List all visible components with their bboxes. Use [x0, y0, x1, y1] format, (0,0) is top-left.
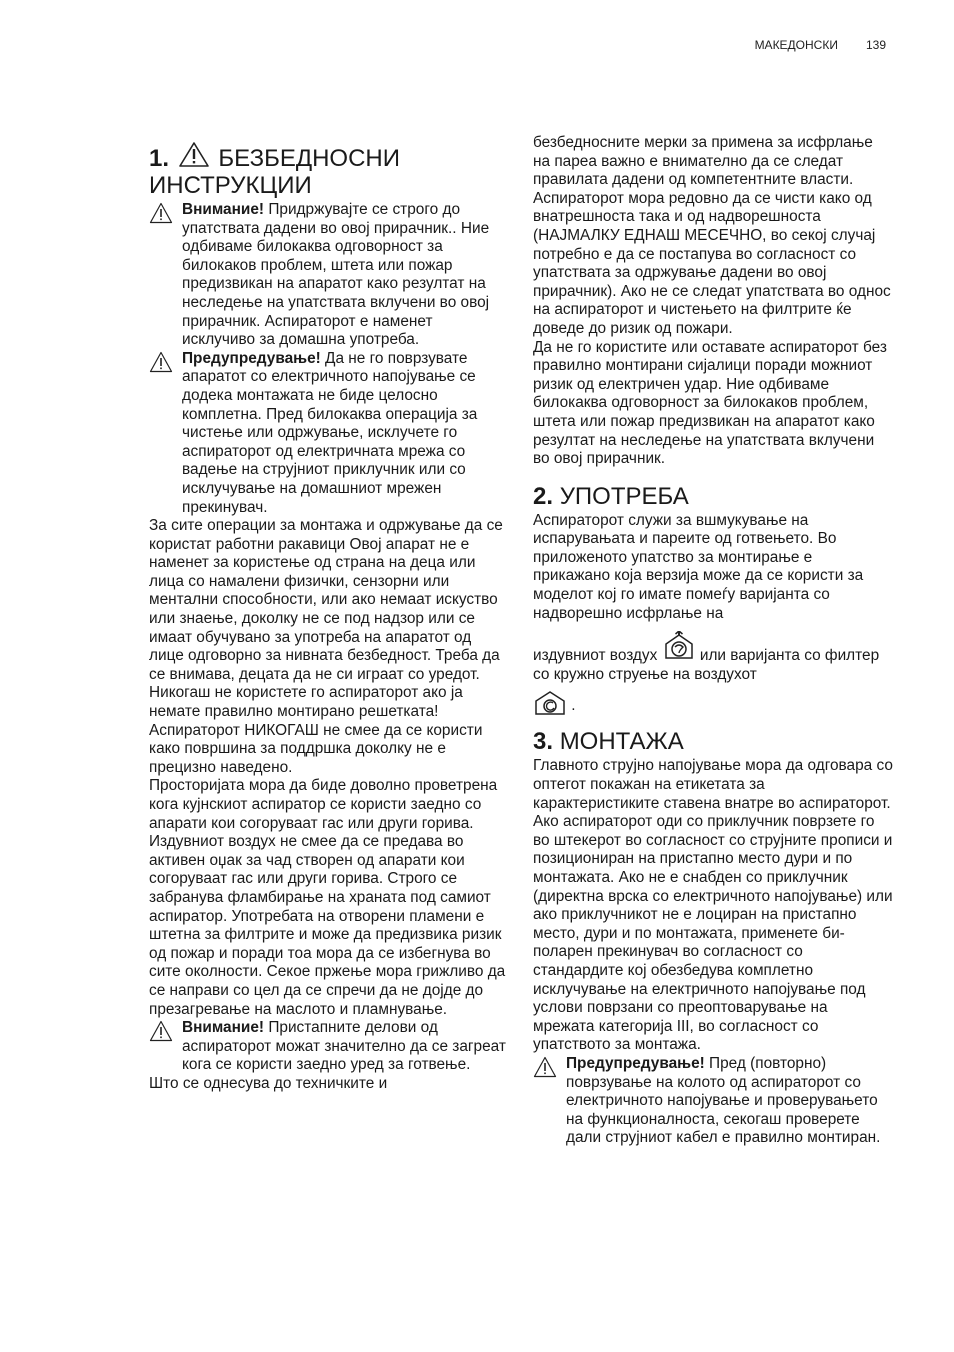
paragraph: Да не го користите или оставате аспираторот без правилно монтирани сијалици поради можниот ризик од електричен удар. Ние одбиваме билокаква одговорност за билокаков проблем, штета или пожар предизвикан на апаратот како резултат на неследење на упатствата вклучени во овој прирачник.: [533, 338, 887, 468]
warning-label: Внимание!: [182, 201, 265, 218]
section-1-title-line2: ИНСТРУКЦИИ: [149, 172, 312, 199]
paragraph: За сите операции за монтажа и одржување да се користат работни ракавици Овој апарат не е наменет за користење од страна на деца или лица со намалени физички, сензорни или ментални способности, или ако немаат искуство или знаење, доколку не се под надзор или се имаат обучувано за употреба на апаратот од лице одговорно за нивната безбедност. Треба да се внимава, децата да не си играат со уредот. Никогаш не користете го аспираторот ако ја немате правилно монтирано решетката!: [149, 517, 503, 721]
page-number: 139: [865, 38, 886, 52]
warning-triangle-icon: [149, 351, 173, 373]
section-2-title: [533, 483, 893, 510]
warning-block-1: [149, 201, 509, 350]
paragraph: безбедносните мерки за примена за исфрлање на пареа важно е внимателно да се следат правилата дадени од компетентните власти. Аспираторот мора редовно да се чисти како од внатрешноста така и од надворешноста (НАЈМАЛКУ ЕДНАШ МЕСЕЧНО, во секој случај потребно е да се постапува во согласност со упатствата за одржување дадени во овој прирачник). Ако не се следат упатствата во однос на аспираторот и чистењето на филтрите ќе доведе до ризик од пожари.: [533, 134, 891, 337]
warning-block-2: [149, 350, 509, 517]
warning-text: Да не го поврзувате апаратот со електричното напојување се додека монтажата не биде целосно комплетна. Пред билокаква операција за чистење или одржување, исклучете го аспираторот од електричната мрежа со вадење на струјниот приклучник или со исклучување на домашниот мрежен прекинувач.: [182, 349, 478, 516]
warning-text: Пристапните делови од аспираторот можат значително да се загреат кога се користи заедно уред за готвење.: [182, 1019, 506, 1074]
page-header: [727, 38, 886, 52]
paragraph: Што се однесува до техничките и: [149, 1074, 388, 1092]
paragraph: Аспираторот служи за вшмукување на испарувањата и пареите од готвењето. Во приложеното упатство за монтирање е прикажано која верзија може да се користи за моделот кој го имате помеѓу варијанта со надворешно исфрлање на: [533, 511, 864, 622]
paragraph: Издувниот воздух не смее да се предава во активен оџак за чад створен од апарати кои согоруваат гас или други горива. Строго се забранува фламбирање на храната под самиот аспиратор. Употребата на отворени пламени е штетна за филтрите и може да предизвика ризик од пожар и поради тоа мора да се избегнува во сите околности. Секое пржење мора грижливо да се направи со цел да се спречи да не дојде до презагревање на маслото и пламнување.: [149, 833, 506, 1018]
warning-triangle-icon: [149, 1020, 173, 1042]
section-3-title: [533, 728, 893, 755]
warning-block-4: [533, 1055, 893, 1148]
paragraph-part: издувниот воздух: [533, 647, 658, 665]
warning-text: Придржувајте се строго до упатствата дадени во овој прирачник.. Ние одбиваме билокаква одговорност за билокаков проблем, штета или пожар предизвикан на апаратот како резултат на неследење на упатствата вклучени во овој прирачник. Аспираторот е наменет исклучиво за домашна употреба.: [182, 201, 490, 349]
section-2-number: 2.: [533, 482, 554, 510]
paragraph: [533, 631, 893, 716]
warning-triangle-icon: [533, 1056, 557, 1078]
paragraph: Главното струјно напојување мора да одговара со оптегот покажан на етикетата за карактеристиките ставена внатре во аспираторот. Ако аспираторот оди со приклучник поврзете го во штекерот во согласност со струјните прописи и позициониран на пристапно место дури и по монтажата. Ако не е снабден со приклучник (директна врска со електричното напојување) или ако приклучникот не е лоциран на пристапно место, дури и по монтажата, применете би-поларен прекинувач во согласност со стандардите кој обезбедува комплетно исклучување на електричното напојување под услови поврзани со преоптоварување на мрежата категорија III, во согласност со упатството за монтажа.: [533, 757, 893, 1054]
section-1-title: [149, 141, 509, 199]
section-1-title-line1: БЕЗБЕДНОСНИ: [218, 145, 401, 172]
warning-text: Пред (повторно) поврзување на колото од аспираторот со електричното напојување и проверувањето на функционалноста, секогаш проверете дали струјниот кабел е правилно монтиран.: [566, 1054, 881, 1147]
warning-block-3: [149, 1019, 509, 1075]
warning-triangle-icon: [149, 202, 173, 224]
right-column: [533, 134, 893, 1148]
paragraph: Просторијата мора да биде доволно проветрена кога кујнскиот аспиратор се користи заедно со апарати кои согоруваат гас или други горива.: [149, 777, 498, 832]
warning-label: Предупредување!: [182, 349, 321, 367]
section-1-number: 1.: [149, 145, 170, 172]
section-3-number: 3.: [533, 728, 554, 756]
warning-label: Внимание!: [182, 1019, 265, 1037]
warning-triangle-icon: [178, 141, 210, 168]
paragraph: Аспираторот НИКОГАШ не смее да се користи како површина за поддршка доколку не е прецизно наведено.: [149, 721, 483, 776]
left-column: [149, 132, 509, 1094]
recirculation-filter-icon: [533, 690, 567, 716]
header-language: МАКЕДОНСКИ: [754, 38, 838, 52]
paragraph-part: или варијанта со филтер со кружно струење на воздухот: [533, 647, 880, 683]
section-3-title-text: МОНТАЖА: [559, 728, 684, 756]
ducted-exhaust-icon: [662, 631, 696, 661]
section-2-title-text: УПОТРЕБА: [559, 482, 689, 510]
paragraph-part: .: [567, 697, 576, 715]
warning-label: Предупредување!: [566, 1054, 705, 1072]
